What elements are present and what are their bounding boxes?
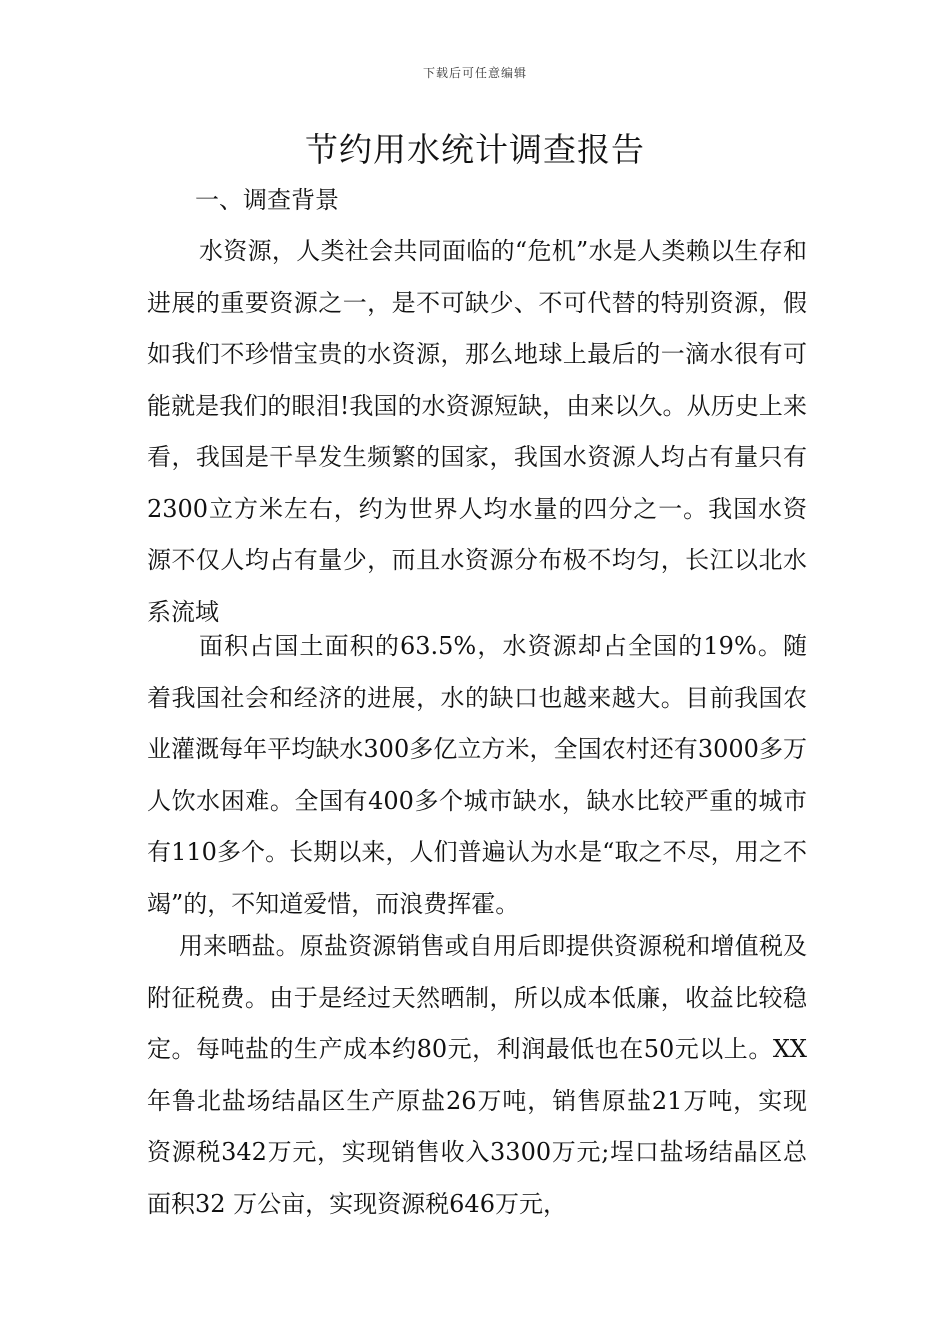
section-heading: 一、调查背景 xyxy=(195,186,339,214)
paragraph-1: 水资源，人类社会共同面临的“危机”水是人类赖以生存和进展的重要资源之一，是不可缺少、不可代替的特别资源，假如我们不珍惜宝贵的水资源，那么地球上最后的一滴水很有可能就是我们的眼泪!我国的水资源短缺，由来以久。从历史上来看，我国是干旱发生频繁的国家，我国水资源人均占有量只有2300立方米左右，约为世界人均水量的四分之一。我国水资源不仅人均占有量少，而且水资源分布极不均匀，长江以北水系流域 xyxy=(147,237,807,626)
paragraph-3: 用来晒盐。原盐资源销售或自用后即提供资源税和增值税及附征税费。由于是经过天然晒制，所以成本低廉，收益比较稳定。每吨盐的生产成本约80元，利润最低也在50元以上。XX年鲁北盐场结晶区生产原盐26万吨，销售原盐21万吨，实现资源税342万元，实现销售收入3300万元;埕口盐场结晶区总面积32 万公亩，实现资源税646万元， xyxy=(147,932,807,1218)
paragraph-2: 面积占国土面积的63.5%，水资源却占全国的19%。随着我国社会和经济的进展，水的缺口也越来越大。目前我国农业灌溉每年平均缺水300多亿立方米，全国农村还有3000多万人饮水困难。全国有400多个城市缺水，缺水比较严重的城市有110多个。长期以来，人们普遍认为水是“取之不尽，用之不竭”的，不知道爱惜，而浪费挥霍。 xyxy=(147,632,807,918)
page-header-note: 下载后可任意编辑 xyxy=(422,66,527,80)
document-title: 节约用水统计调查报告 xyxy=(305,130,645,169)
